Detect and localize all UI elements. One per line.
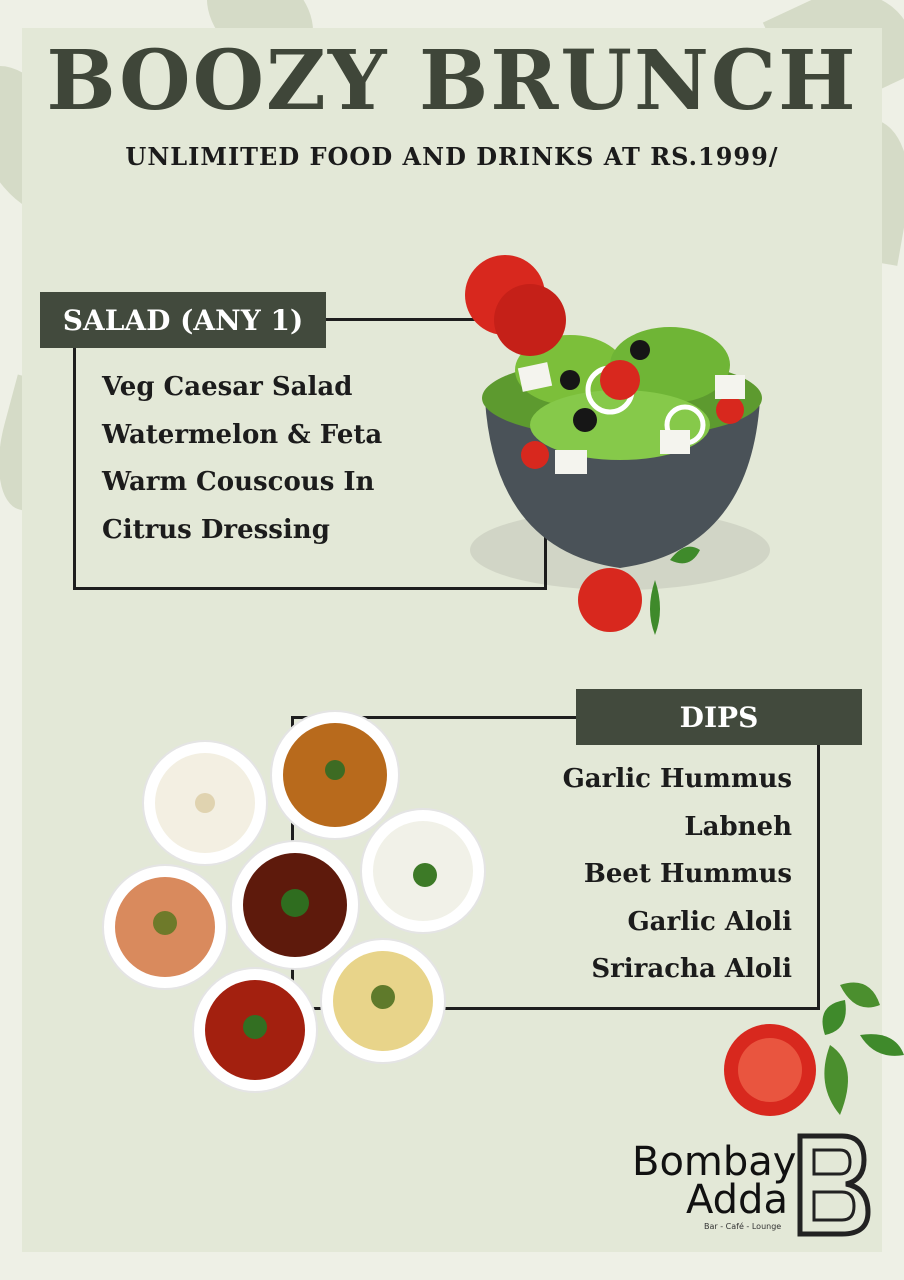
- dips-item: Garlic Hummus: [562, 764, 792, 794]
- dips-item: Labneh: [684, 811, 792, 842]
- dips-item: Garlic Aloli: [627, 906, 792, 937]
- dip-bowls-image: [95, 705, 495, 1105]
- logo-b-mark: [794, 1130, 872, 1240]
- dips-items: [563, 756, 792, 994]
- page-subtitle: UNLIMITED FOOD AND DRINKS AT RS.1999/: [125, 142, 779, 171]
- salad-item: Citrus Dressing: [102, 514, 330, 545]
- salad-item: Warm Couscous In: [102, 467, 375, 497]
- salad-label: SALAD (ANY 1): [40, 292, 326, 348]
- salad-bowl-image: [460, 250, 790, 650]
- salad-items: [102, 364, 382, 554]
- dips-item: Beet Hummus: [583, 859, 792, 889]
- logo-line1: Bombay: [632, 1139, 797, 1185]
- logo-line2: Adda: [686, 1177, 788, 1223]
- salad-item: Veg Caesar Salad: [102, 372, 353, 402]
- logo-tagline: Bar - Café - Lounge: [704, 1222, 782, 1231]
- page-title: BOOZY BRUNCH: [46, 33, 858, 129]
- tomato-basil-image: [720, 975, 904, 1125]
- dips-label: DIPS: [576, 689, 862, 745]
- dips-item: Sriracha Aloli: [591, 954, 792, 984]
- salad-item: Watermelon & Feta: [102, 419, 383, 450]
